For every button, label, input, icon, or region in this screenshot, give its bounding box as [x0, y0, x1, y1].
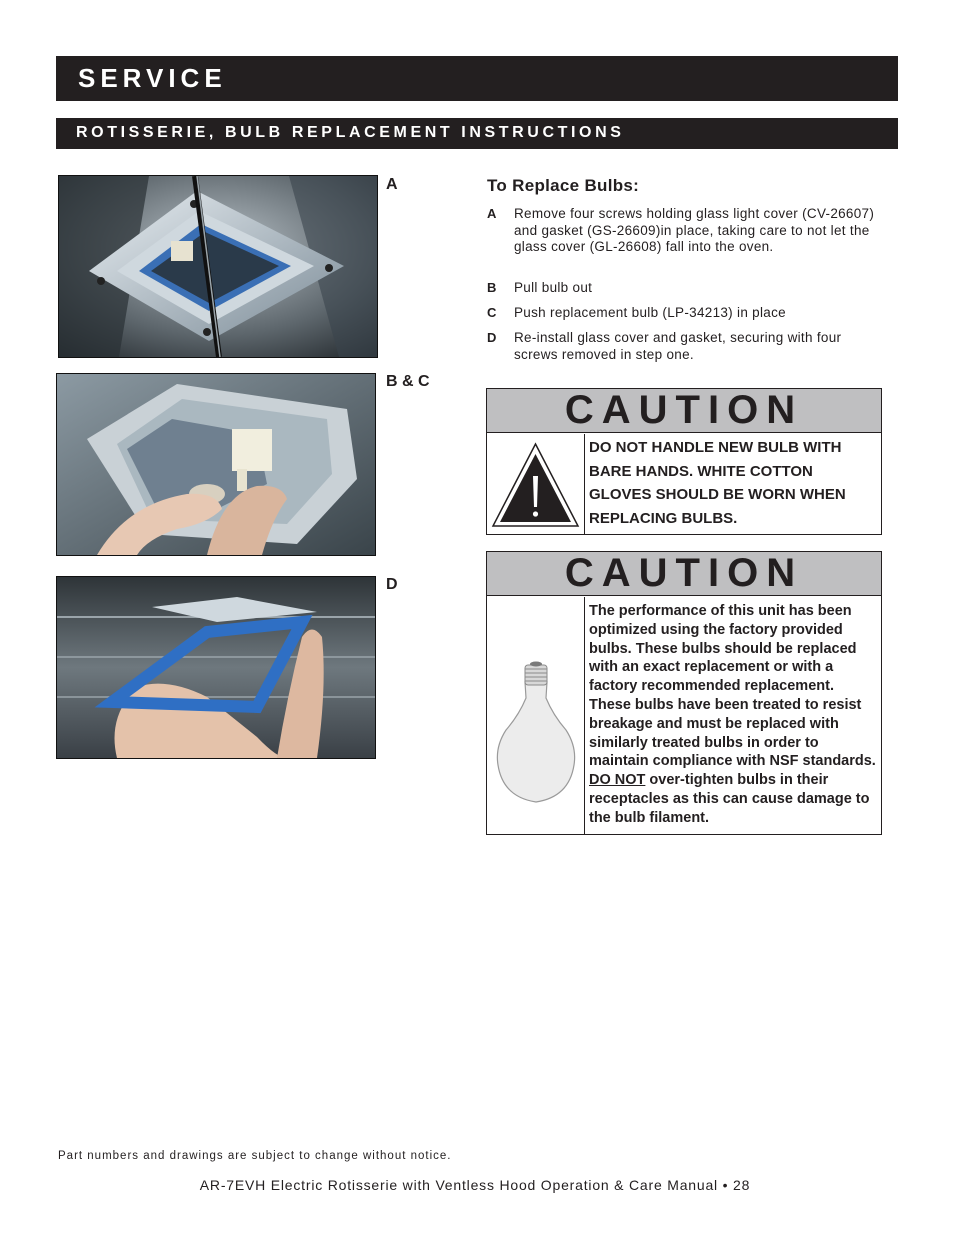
warning-triangle-icon — [487, 434, 584, 534]
section-header-bar — [56, 56, 898, 101]
instructions-title: To Replace Bulbs: — [487, 176, 640, 195]
step-text: Re-install glass cover and gasket, securing with four screws removed in step one. — [514, 330, 842, 362]
caution-heading: CAUTION — [564, 551, 804, 595]
photo-d — [56, 576, 376, 759]
step-key: D — [487, 330, 497, 345]
page-footer — [0, 1177, 954, 1193]
step-key: A — [487, 206, 497, 221]
caution-text-gloves: DO NOT HANDLE NEW BULB WITH BARE HANDS. WHITE COTTON GLOVES SHOULD BE WORN WHEN REPLACING BULBS. — [589, 439, 846, 527]
photo-b-c — [56, 373, 376, 556]
step-key: B — [487, 280, 497, 295]
caution-icon-cell — [487, 434, 585, 534]
subsection-header-bar — [56, 118, 898, 149]
light-bulb-icon — [487, 597, 584, 834]
caution-text-part-1: The performance of this unit has been optimized using the factory provided bulbs. These bulbs should be replaced with an exact replacement or with a factory recommended replacement. These bulbs have been treated to resist breakage and must be replaced with similarly treated bulbs in order to maintain compliance with NSF standards. — [589, 603, 876, 770]
step-key: C — [487, 305, 497, 320]
caution-box-bulbs — [486, 551, 882, 835]
footnote: Part numbers and drawings are subject to change without notice. — [58, 1150, 452, 1162]
photo-b-c-label: B & C — [386, 373, 430, 390]
step-text: Remove four screws holding glass light cover (CV-26607) and gasket (GS-26609)in place, taking care to not let the glass cover (GL-26608) fall into the oven. — [514, 206, 875, 254]
step-text: Push replacement bulb (LP-34213) in place — [514, 305, 786, 320]
caution-heading: CAUTION — [564, 388, 804, 432]
caution-emphasis: DO NOT — [589, 772, 646, 789]
caution-header — [487, 389, 881, 433]
caution-box-gloves — [486, 388, 882, 535]
photo-a — [58, 175, 378, 358]
photo-a-label: A — [386, 176, 398, 193]
photo-d-label: D — [386, 576, 398, 593]
caution-icon-cell — [487, 597, 585, 834]
caution-text-bulbs — [589, 602, 877, 828]
subsection-title: ROTISSERIE, BULB REPLACEMENT INSTRUCTIONS — [76, 124, 625, 141]
step-text: Pull bulb out — [514, 280, 593, 295]
section-title: SERVICE — [78, 63, 227, 93]
footer-text: AR-7EVH Electric Rotisserie with Ventless Hood Operation & Care Manual • 28 — [199, 1177, 751, 1193]
caution-text-part-2: over-tighten bulbs in their receptacles as this can cause damage to the bulb filament. — [589, 772, 870, 826]
caution-header — [487, 552, 881, 596]
